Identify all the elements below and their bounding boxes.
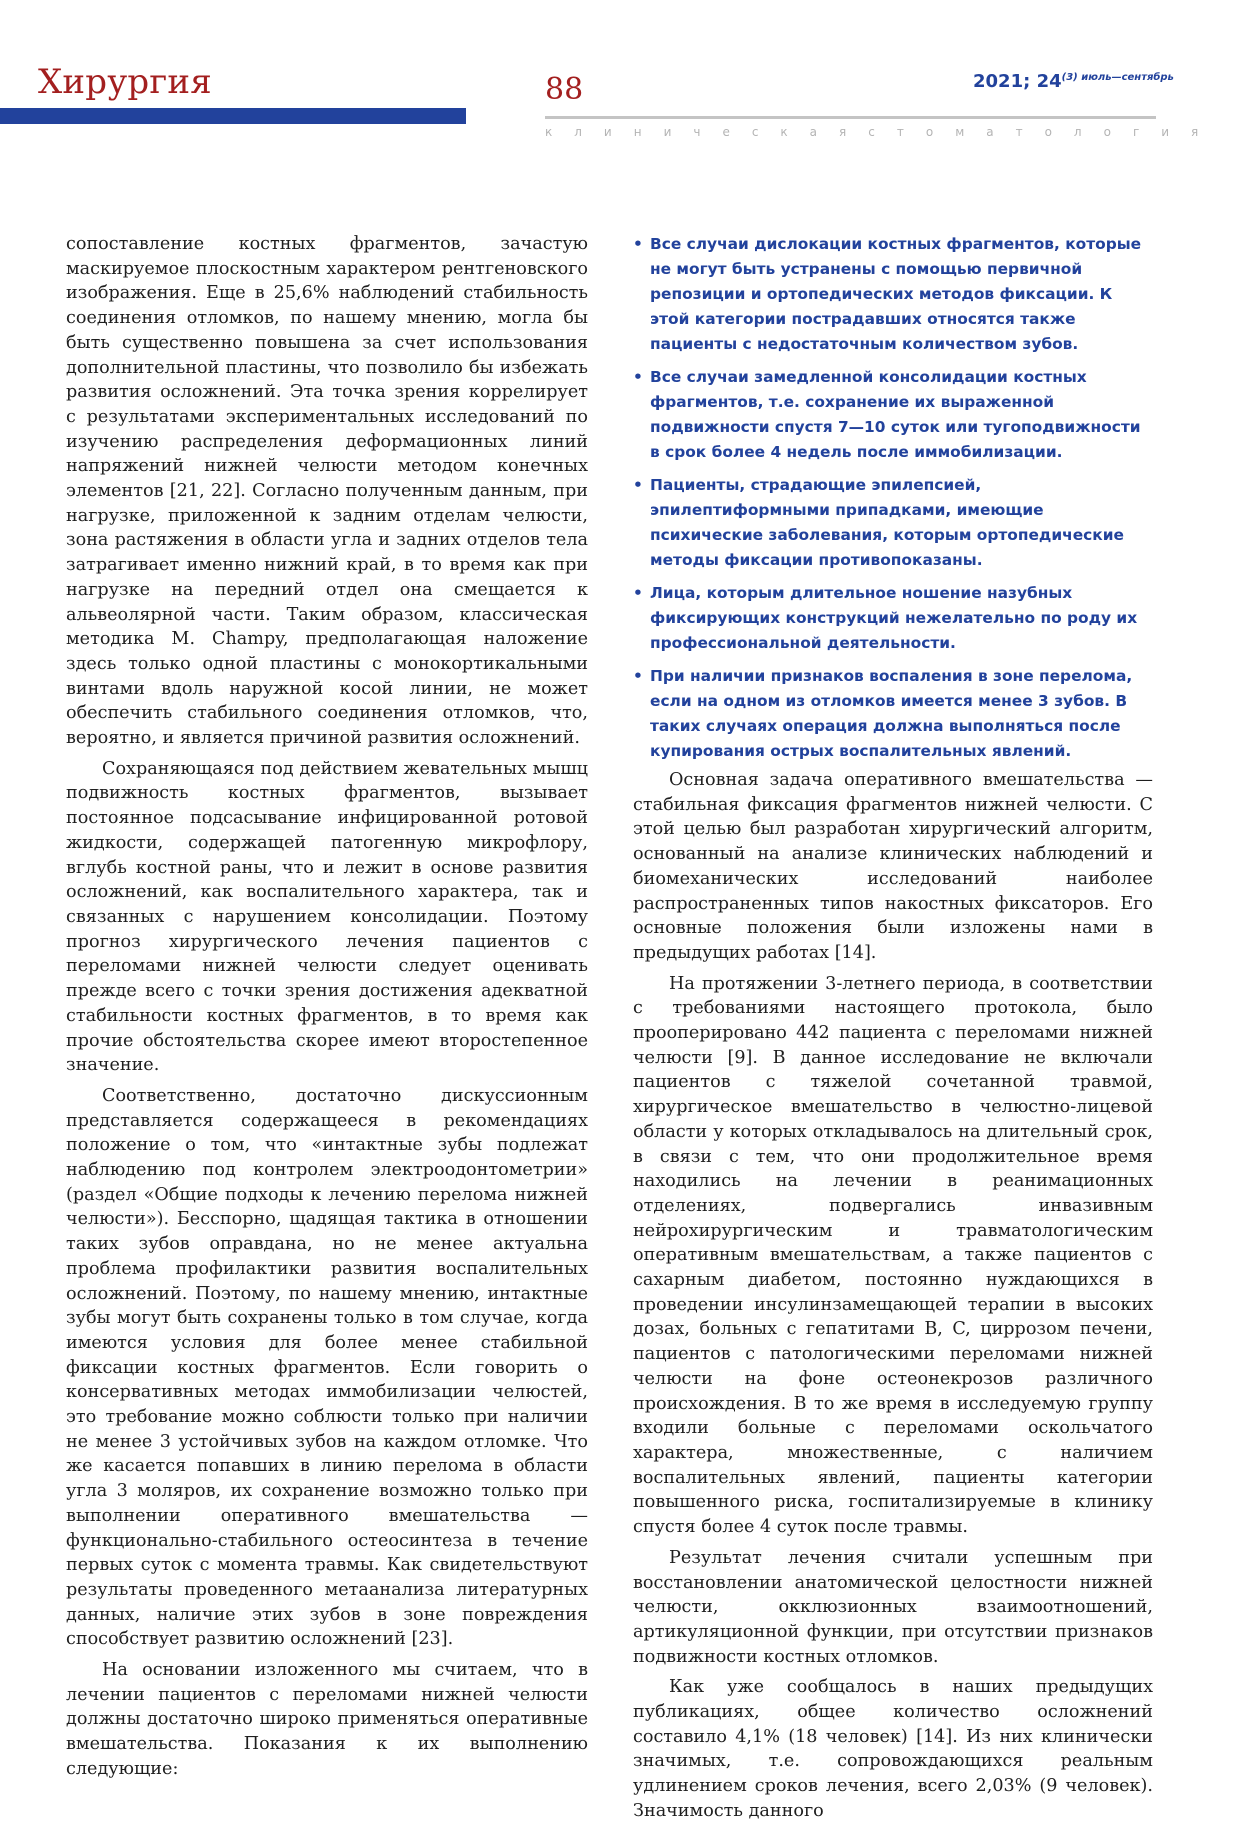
indications-list (633, 232, 1153, 764)
indication-item: • Лица, которым длительное ношение назубных фиксирующих конструкций нежелательно по роду их профессиональной деятельности. (633, 581, 1153, 656)
journal-name-word-1: клиническая (545, 125, 869, 139)
bullet-icon: • (633, 476, 643, 494)
indication-item: • Все случаи дислокации костных фрагментов, которые не могут быть устранены с помощью первичной репозиции и ортопедических методов фиксации. К этой категории пострадавших относятся также пациенты с недостаточным количеством зубов. (633, 232, 1153, 357)
journal-name (545, 125, 1221, 139)
right-paragraph-1: Основная задача оперативного вмешательства — стабильная фиксация фрагментов нижней челюсти. С этой целью был разработан хирургический алгоритм, основанный на анализе клинических наблюдений и биомеханических исследований наиболее распространенных типов накостных фиксаторов. Его основные положения были изложены нами в предыдущих работах [14]. (633, 770, 1153, 963)
left-paragraph-4: На основании изложенного мы считаем, что в лечении пациентов с переломами нижней челюсти должны достаточно широко применяться оперативные вмешательства. Показания к их выполнению следующие: (66, 1660, 588, 1779)
page-number: 88 (545, 72, 584, 107)
left-paragraph-1: сопоставление костных фрагментов, зачастую маскируемое плоскостным характером рентгеновского изображения. Еще в 25,6% наблюдений стабильность соединения отломков, по нашему мнению, могла бы быть существенно повышена за счет использования дополнительной пластины, что позволило бы избежать развития осложнений. Эта точка зрения коррелирует с результатами экспериментальных исследований по изучению распределения деформационных линий напряжений нижней челюсти методом конечных элементов [21, 22]. Согласно полученным данным, при нагрузке, приложенной к задним отделам челюсти, зона растяжения в области угла и задних отделов тела затрагивает именно нижний край, в то время как при нагрузке на передний отдел она смещается к альвеолярной части. Таким образом, классическая методика M. Champy, предполагающая наложение здесь только одной пластины с монокортикальными винтами вдоль наружной косой линии, не может обеспечить стабильного соединения отломков, что, вероятно, и является причиной развития осложнений. (66, 234, 588, 749)
issue-info (973, 71, 1174, 92)
right-paragraph-4: Как уже сообщалось в наших предыдущих публикациях, общее количество осложнений составило 4,1% (18 человек) [14]. Из них клинически значимых, т.е. сопровождающихся реальным удлинением сроков лечения, всего 2,03% (9 человек). Значимость данного (633, 1677, 1153, 1821)
left-column (66, 232, 588, 1782)
issue-number-months: (3) июль—сентябрь (1061, 72, 1174, 83)
right-column (633, 232, 1153, 1824)
indication-item: • При наличии признаков воспаления в зоне перелома, если на одном из отломков имеется менее 3 зубов. В таких случаях операция должна выполняться после купирования острых воспалительных явлений. (633, 664, 1153, 764)
left-paragraph-3: Соответственно, достаточно дискуссионным представляется содержащееся в рекомендациях положение о том, что «интактные зубы подлежат наблюдению под контролем электроодонтометрии» (раздел «Общие подходы к лечению перелома нижней челюсти»). Бесспорно, щадящая тактика в отношении таких зубов оправдана, но не менее актуальна проблема профилактики развития воспалительных осложнений. Поэтому, по нашему мнению, интактные зубы могут быть сохранены только в том случае, когда имеются условия для более менее стабильной фиксации костных фрагментов. Если говорить о консервативных методах иммобилизации челюстей, это требование можно соблюсти только при наличии не менее 3 устойчивых зубов на каждом отломке. Что же касается попавших в линию перелома в области угла 3 моляров, их сохранение возможно только при выполнении оперативного вмешательства — функционально-стабильного остеосинтеза в течение первых суток с момента травмы. Как свидетельствуют результаты проведенного метаанализа литературных данных, наличие этих зубов в зоне повреждения способствует развитию осложнений [23]. (66, 1085, 588, 1650)
right-paragraph-3: Результат лечения считали успешным при восстановлении анатомической целостности нижней челюсти, окклюзионных взаимоотношений, артикуляционной функции, при отсутствии признаков подвижности костных отломков. (633, 1547, 1153, 1667)
left-paragraph-2: Сохраняющаяся под действием жевательных мышц подвижность костных фрагментов, вызывает постоянное подсасывание инфицированной ротовой жидкости, содержащей патогенную микрофлору, вглубь костной раны, что и лежит в основе развития осложнений, как воспалительного характера, так и связанных с нарушением консолидации. Поэтому прогноз хирургического лечения пациентов с переломами нижней челюсти следует оценивать прежде всего с точки зрения достижения адекватной стабильности костных фрагментов, в то время как прочие обстоятельства скорее имеют второстепенное значение. (66, 758, 588, 1076)
right-paragraph-2: На протяжении 3-летнего периода, в соответствии с требованиями настоящего протокола, было прооперировано 442 пациента с переломами нижней челюсти [9]. В данное исследование не включали пациентов с тяжелой сочетанной травмой, хирургическое вмешательство в челюстно-лицевой области у которых откладывалось на длительный срок, в связи с тем, что они продолжительное время находились на лечении в реанимационных отделениях, подвергались инвазивным нейрохирургическим и травматологическим оперативным вмешательствам, а также пациентов с сахарным диабетом, постоянно нуждающихся в проведении инсулинзамещающей терапии в высоких дозах, больных с гепатитами B, C, циррозом печени, пациентов с патологическими переломами нижней челюсти на фоне остеонекрозов различного происхождения. В то же время в исследуемую группу входили больные с переломами оскольчатого характера, множественные, с наличием воспалительных явлений, пациенты категории повышенного риска, госпитализируемые в клинику спустя более 4 суток после травмы. (633, 973, 1153, 1538)
section-title-bar (0, 108, 466, 124)
indication-item: • Все случаи замедленной консолидации костных фрагментов, т.е. сохранение их выраженной подвижности спустя 7—10 суток или тугоподвижности в срок более 4 недель после иммобилизации. (633, 365, 1153, 465)
bullet-icon: • (633, 368, 643, 386)
journal-name-word-2: стоматология (868, 125, 1221, 139)
issue-year-volume: 2021; 24 (973, 71, 1062, 92)
indication-item: • Пациенты, страдающие эпилепсией, эпилептиформными припадками, имеющие психические заболевания, которым ортопедические методы фиксации противопоказаны. (633, 473, 1153, 573)
bullet-icon: • (633, 584, 643, 602)
header-rule (545, 116, 1156, 119)
bullet-icon: • (633, 667, 643, 685)
bullet-icon: • (633, 235, 643, 253)
section-title: Хирургия (38, 62, 212, 102)
